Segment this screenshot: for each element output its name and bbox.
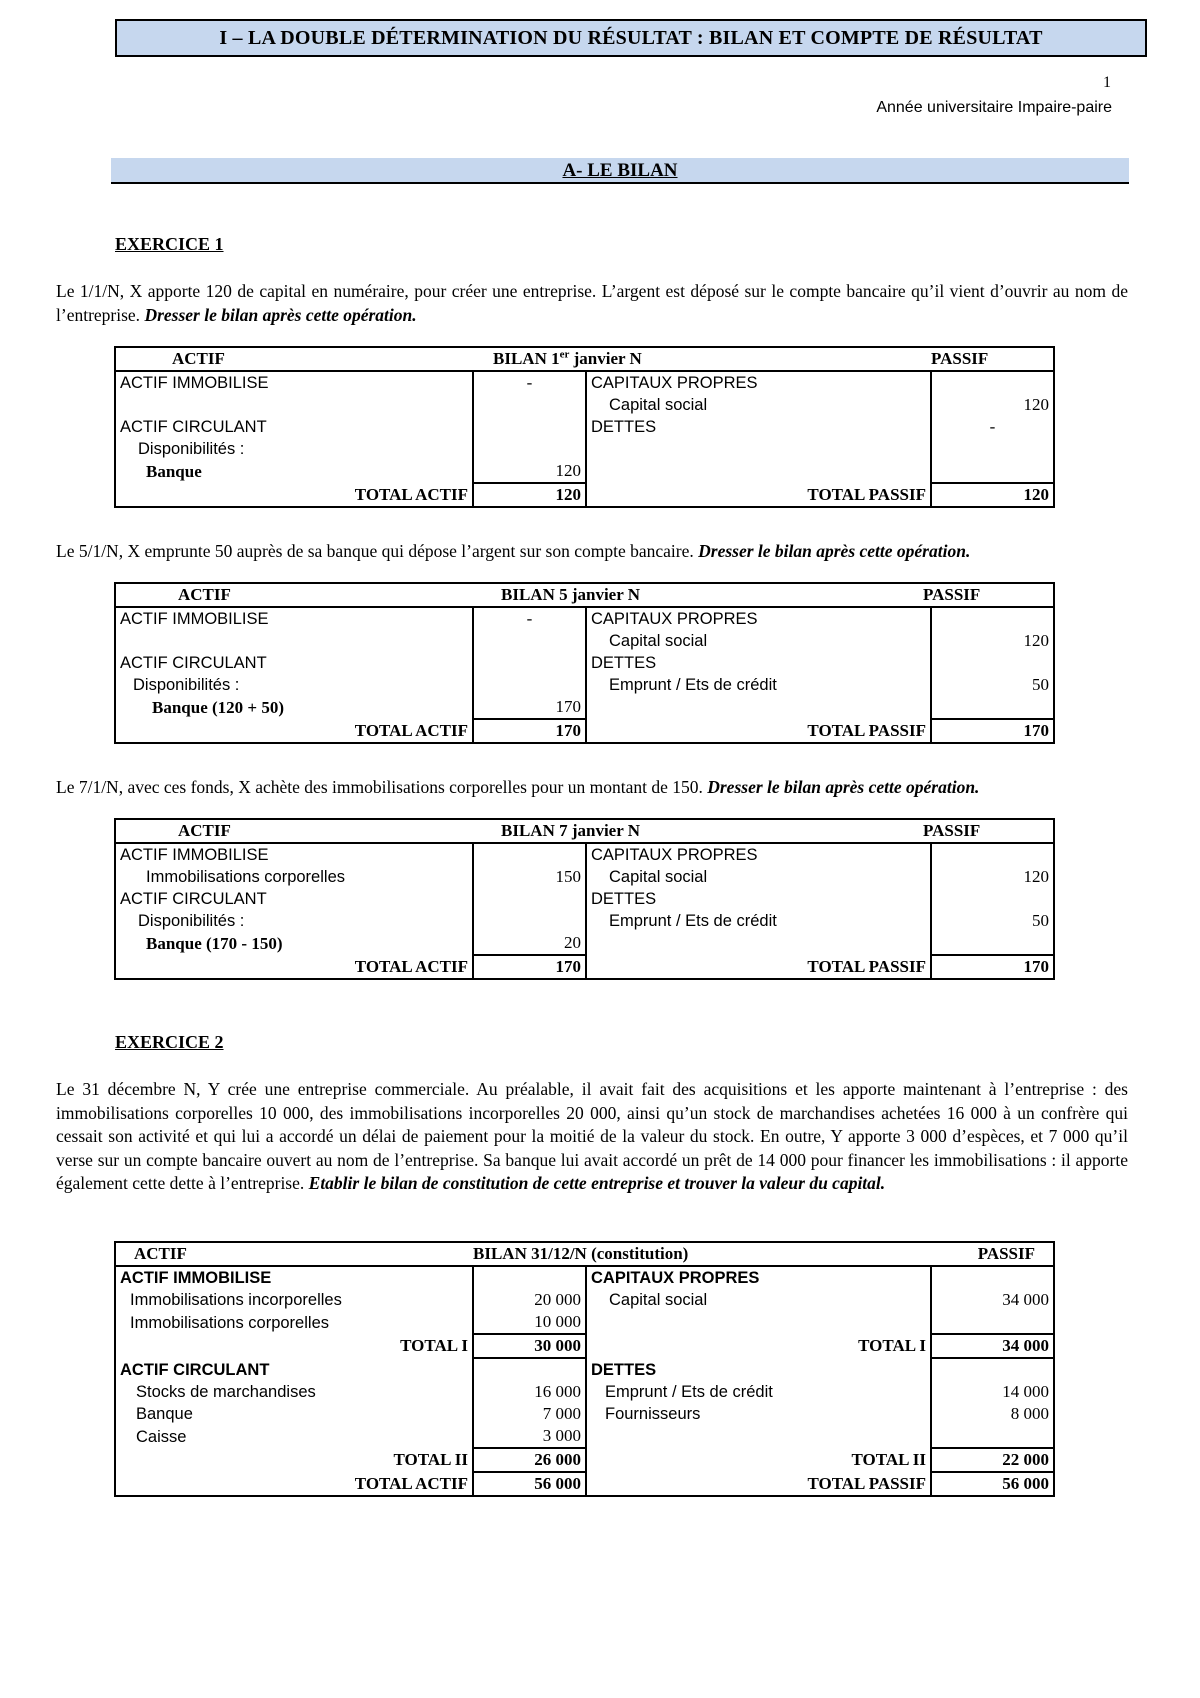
empty-cell	[931, 1425, 1054, 1448]
balance-sheet-jan-5	[114, 582, 1055, 744]
empty-cell	[931, 888, 1054, 910]
empty-cell	[586, 1425, 931, 1448]
table-header-row	[115, 347, 1054, 371]
empty-cell	[473, 888, 586, 910]
table-row	[115, 416, 1054, 438]
emprunt-value: 50	[931, 910, 1054, 932]
banque-label: Banque	[136, 1405, 193, 1423]
immo-corporelles-label: Immobilisations corporelles	[146, 868, 345, 886]
table-row	[115, 1403, 1054, 1425]
capital-social-value: 120	[931, 630, 1054, 652]
total-1-row	[115, 1334, 1054, 1358]
empty-cell	[931, 843, 1054, 866]
banque-label: Banque	[146, 461, 202, 481]
table-row	[115, 371, 1054, 394]
table-title-main: BILAN 1	[493, 349, 560, 368]
emprunt-label: Emprunt / Ets de crédit	[586, 674, 931, 696]
total-1-passif-value: 34 000	[931, 1334, 1054, 1358]
capital-social-label: Capital social	[586, 1289, 931, 1311]
main-title: I – LA DOUBLE DÉTERMINATION DU RÉSULTAT : BILAN ET COMPTE DE RÉSULTAT	[115, 19, 1147, 57]
paragraph-instruction: Etablir le bilan de constitution de cette entreprise et trouver la valeur du capital.	[308, 1173, 886, 1193]
banque-value: 20	[473, 932, 586, 955]
immo-incorporelles-label: Immobilisations incorporelles	[130, 1291, 342, 1309]
total-2-actif-value: 26 000	[473, 1448, 586, 1472]
exercise-1-paragraph-1	[56, 280, 1128, 327]
caisse-value: 3 000	[473, 1425, 586, 1448]
paragraph-text: Le 7/1/N, avec ces fonds, X achète des immobilisations corporelles pour un montant de 150.	[56, 777, 708, 797]
caisse-label: Caisse	[136, 1427, 187, 1446]
actif-immobilise-label: ACTIF IMMOBILISE	[120, 374, 269, 392]
immo-corporelles-value: 150	[473, 866, 586, 888]
table-row	[115, 438, 1054, 460]
paragraph-text: Le 5/1/N, X emprunte 50 auprès de sa banque qui dépose l’argent sur son compte bancaire.	[56, 541, 699, 561]
empty-cell	[586, 932, 931, 955]
table-row	[115, 674, 1054, 696]
empty-cell	[473, 910, 586, 932]
actif-header: ACTIF	[115, 347, 473, 371]
table-row	[115, 932, 1054, 955]
empty-cell	[931, 932, 1054, 955]
actif-header: ACTIF	[115, 819, 473, 843]
empty-cell	[115, 394, 473, 416]
table-title: BILAN 31/12/N (constitution)	[473, 1242, 931, 1266]
disponibilites-label: Disponibilités :	[138, 440, 245, 458]
dettes-label: DETTES	[586, 416, 931, 438]
empty-cell	[586, 438, 931, 460]
total-row	[115, 483, 1054, 507]
exercise-1-title: EXERCICE 1	[115, 234, 224, 254]
table-row	[115, 1381, 1054, 1403]
total-passif-label: TOTAL PASSIF	[586, 955, 931, 979]
total-1-actif-value: 30 000	[473, 1334, 586, 1358]
empty-cell	[931, 607, 1054, 630]
total-passif-label: TOTAL PASSIF	[586, 483, 931, 507]
banque-value: 170	[473, 696, 586, 719]
banque-label: Banque (170 - 150)	[146, 933, 283, 953]
empty-cell	[473, 652, 586, 674]
capital-social-value: 120	[931, 866, 1054, 888]
academic-year: Année universitaire Impaire-paire	[876, 99, 1112, 116]
immo-corporelles-value: 10 000	[473, 1311, 586, 1334]
actif-immobilise-value: -	[473, 607, 586, 630]
total-passif-value: 170	[931, 955, 1054, 979]
emprunt-label: Emprunt / Ets de crédit	[586, 1381, 931, 1403]
dettes-label: DETTES	[586, 888, 931, 910]
empty-cell	[586, 696, 931, 719]
total-actif-label: TOTAL ACTIF	[354, 1473, 468, 1493]
table-row	[115, 910, 1054, 932]
actif-circulant-label: ACTIF CIRCULANT	[120, 654, 267, 672]
capitaux-propres-label: CAPITAUX PROPRES	[586, 607, 931, 630]
empty-cell	[931, 652, 1054, 674]
empty-cell	[473, 630, 586, 652]
banque-label: Banque (120 + 50)	[152, 697, 285, 717]
actif-header: ACTIF	[115, 583, 473, 607]
table-header-row	[115, 819, 1054, 843]
total-actif-value: 170	[473, 719, 586, 743]
empty-cell	[473, 843, 586, 866]
section-title-text: A- LE BILAN	[562, 160, 678, 181]
actif-immobilise-label: ACTIF IMMOBILISE	[120, 610, 269, 628]
exercise-1-paragraph-2	[56, 540, 1128, 564]
table-title: BILAN 5 janvier N	[473, 583, 931, 607]
table-header-row	[115, 583, 1054, 607]
paragraph-instruction: Dresser le bilan après cette opération.	[707, 777, 980, 797]
passif-header: PASSIF	[931, 347, 1054, 371]
table-title: BILAN 7 janvier N	[473, 819, 931, 843]
exercise-2-title: EXERCICE 2	[115, 1032, 224, 1052]
stocks-label: Stocks de marchandises	[136, 1383, 316, 1401]
table-row	[115, 1311, 1054, 1334]
disponibilites-label: Disponibilités :	[133, 676, 240, 694]
table-header-row	[115, 1242, 1054, 1266]
table-row	[115, 888, 1054, 910]
total-2-passif-value: 22 000	[931, 1448, 1054, 1472]
empty-cell	[931, 438, 1054, 460]
table-row	[115, 607, 1054, 630]
total-1-actif-label: TOTAL I	[400, 1336, 468, 1355]
table-row	[115, 866, 1054, 888]
paragraph-instruction: Dresser le bilan après cette opération.	[698, 541, 971, 561]
empty-cell	[473, 438, 586, 460]
total-passif-label: TOTAL PASSIF	[586, 1472, 931, 1496]
table-row	[115, 1358, 1054, 1381]
empty-cell	[473, 674, 586, 696]
total-actif-value: 120	[473, 483, 586, 507]
total-actif-label: TOTAL ACTIF	[354, 720, 468, 740]
capital-social-label: Capital social	[586, 630, 931, 652]
total-2-actif-label: TOTAL II	[393, 1450, 468, 1469]
actif-immobilise-value: -	[473, 371, 586, 394]
actif-immobilise-label: ACTIF IMMOBILISE	[120, 846, 269, 864]
empty-cell	[473, 416, 586, 438]
capitaux-propres-label: CAPITAUX PROPRES	[586, 1266, 931, 1289]
paragraph-instruction: Dresser le bilan après cette opération.	[144, 304, 417, 325]
disponibilites-label: Disponibilités :	[138, 912, 245, 930]
total-row	[115, 1472, 1054, 1496]
capital-social-label: Capital social	[586, 866, 931, 888]
total-actif-value: 56 000	[473, 1472, 586, 1496]
immo-corporelles-label: Immobilisations corporelles	[130, 1313, 329, 1332]
total-actif-label: TOTAL ACTIF	[354, 484, 468, 504]
passif-header: PASSIF	[931, 819, 1054, 843]
table-row	[115, 394, 1054, 416]
dettes-label: DETTES	[586, 652, 931, 674]
capitaux-propres-label: CAPITAUX PROPRES	[586, 371, 931, 394]
empty-cell	[931, 1311, 1054, 1334]
section-title	[111, 158, 1129, 184]
empty-cell	[586, 460, 931, 483]
paragraph-text: Le 31 décembre N, Y crée une entreprise commerciale. Au préalable, il avait fait des acquisitions et les apporte maintenant à l’entreprise : des immobilisations corporelles 10 000, des immobilisations incorporelles 20 000, ainsi qu’un stock de marchandises achetées 16 000 à un confrère qui cessait son activité et qui lui a accordé un délai de paiement pour la moitié de la valeur du stock. En outre, Y apporte 3 000 d’espèces, et 7 000 qu’il verse sur un compte bancaire ouvert au nom de l’entreprise. Sa banque lui avait accordé un prêt de 14 000 pour financer les immobilisations : il apporte également cette dette à l’entreprise.	[56, 1079, 1128, 1193]
table-title-rest: janvier N	[569, 349, 642, 368]
empty-cell	[931, 371, 1054, 394]
capital-social-value: 34 000	[931, 1289, 1054, 1311]
page-number: 1	[1103, 74, 1111, 91]
actif-immobilise-label: ACTIF IMMOBILISE	[120, 1269, 272, 1287]
table-row	[115, 843, 1054, 866]
table-row	[115, 1425, 1054, 1448]
exercise-2-paragraph	[56, 1078, 1128, 1196]
total-passif-value: 170	[931, 719, 1054, 743]
banque-value: 7 000	[473, 1403, 586, 1425]
banque-value: 120	[473, 460, 586, 483]
emprunt-label: Emprunt / Ets de crédit	[586, 910, 931, 932]
table-row	[115, 652, 1054, 674]
actif-circulant-label: ACTIF CIRCULANT	[120, 1360, 270, 1379]
capital-social-value: 120	[931, 394, 1054, 416]
stocks-value: 16 000	[473, 1381, 586, 1403]
empty-cell	[931, 1266, 1054, 1289]
dettes-value: -	[931, 416, 1054, 438]
paragraph-text: Le 1/1/N, X apporte 120 de capital en numéraire, pour créer une entreprise. L’argent est déposé sur le compte bancaire qu’il vient d’ouvrir au nom de l’entreprise.	[56, 281, 1128, 325]
empty-cell	[931, 460, 1054, 483]
total-actif-value: 170	[473, 955, 586, 979]
total-2-passif-label: TOTAL II	[586, 1448, 931, 1472]
table-row	[115, 696, 1054, 719]
emprunt-value: 50	[931, 674, 1054, 696]
capitaux-propres-label: CAPITAUX PROPRES	[586, 843, 931, 866]
passif-header: PASSIF	[931, 583, 1054, 607]
actif-header: ACTIF	[115, 1242, 473, 1266]
empty-cell	[586, 1311, 931, 1334]
table-row	[115, 1266, 1054, 1289]
actif-circulant-label: ACTIF CIRCULANT	[120, 890, 267, 908]
exercise-1-paragraph-3	[56, 776, 1128, 800]
total-passif-value: 120	[931, 483, 1054, 507]
balance-sheet-jan-1	[114, 346, 1055, 508]
empty-cell	[115, 630, 473, 652]
balance-sheet-constitution	[114, 1241, 1055, 1497]
total-passif-label: TOTAL PASSIF	[586, 719, 931, 743]
total-row	[115, 955, 1054, 979]
total-actif-label: TOTAL ACTIF	[354, 956, 468, 976]
table-row	[115, 1289, 1054, 1311]
passif-header: PASSIF	[931, 1242, 1054, 1266]
immo-incorporelles-value: 20 000	[473, 1289, 586, 1311]
empty-cell	[931, 696, 1054, 719]
balance-sheet-jan-7	[114, 818, 1055, 980]
table-title-sup: er	[559, 348, 570, 361]
fournisseurs-label: Fournisseurs	[586, 1403, 931, 1425]
empty-cell	[473, 1266, 586, 1289]
empty-cell	[931, 1358, 1054, 1381]
dettes-label: DETTES	[586, 1358, 931, 1381]
table-title	[473, 347, 931, 371]
table-row	[115, 460, 1054, 483]
emprunt-value: 14 000	[931, 1381, 1054, 1403]
fournisseurs-value: 8 000	[931, 1403, 1054, 1425]
table-row	[115, 630, 1054, 652]
total-2-row	[115, 1448, 1054, 1472]
total-row	[115, 719, 1054, 743]
total-1-passif-label: TOTAL I	[586, 1334, 931, 1358]
actif-circulant-label: ACTIF CIRCULANT	[120, 418, 267, 436]
capital-social-label: Capital social	[586, 394, 931, 416]
empty-cell	[473, 394, 586, 416]
empty-cell	[473, 1358, 586, 1381]
total-passif-value: 56 000	[931, 1472, 1054, 1496]
